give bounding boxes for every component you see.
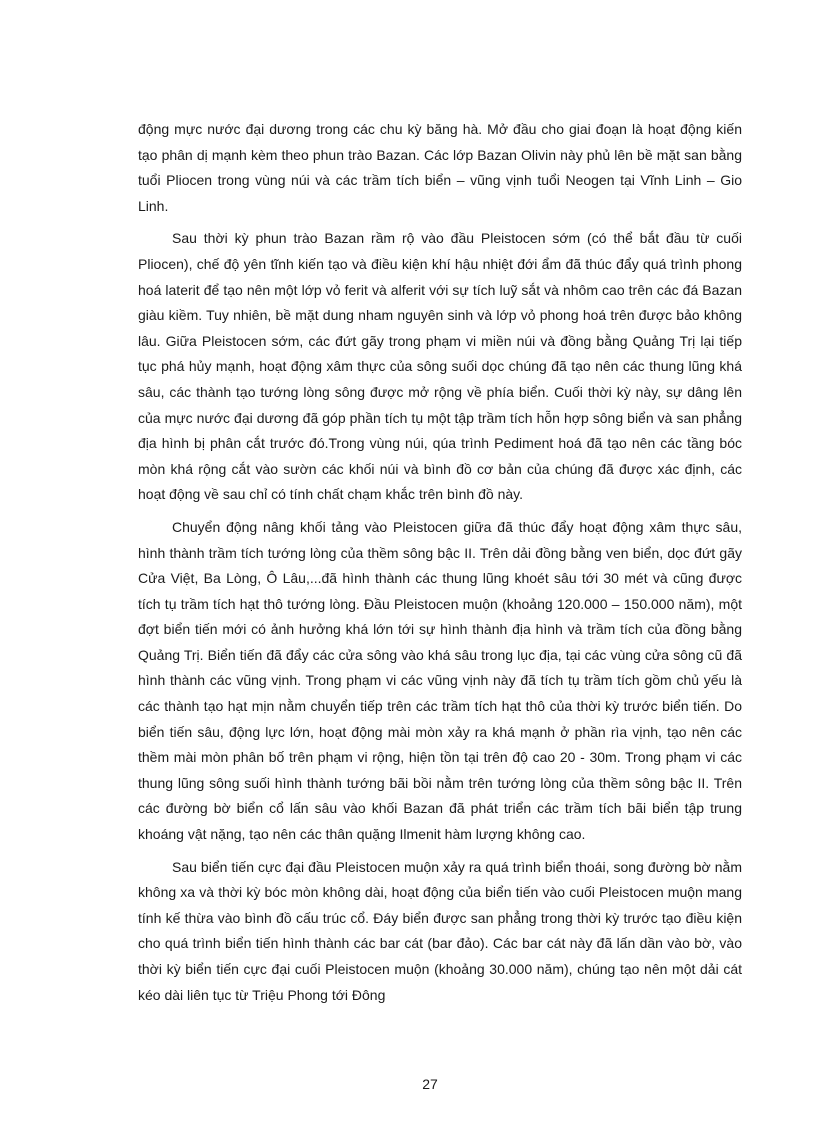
paragraph-4: Sau biển tiến cực đại đầu Pleistocen muộn xảy ra quá trình biển thoái, song đường bờ nằm không xa và thời kỳ bóc mòn không dài, hoạt động của biển tiến vào cuối Pleistocen muộn mang tính kế thừa vào bình đồ cấu trúc cổ. Đáy biển được san phẳng trong thời kỳ trước tạo điều kiện cho quá trình biển tiến hình thành các bar cát (bar đảo). Các bar cát này đã lấn dần vào bờ, vào thời kỳ biển tiến cực đại cuối Pleistocen muộn (khoảng 30.000 năm), chúng tạo nên một dải cát kéo dài liên tục từ Triệu Phong tới Đông xyxy=(138,858,742,1003)
paragraph-3: Chuyển động nâng khối tảng vào Pleistocen giữa đã thúc đẩy hoạt động xâm thực sâu, hình thành trầm tích tướng lòng của thềm sông bậc II. Trên dải đồng bằng ven biển, dọc đứt gãy Cửa Việt, Ba Lòng, Ô Lâu,...đã hình thành các thung lũng khoét sâu tới 30 mét và cũng được tích tụ trầm tích hạt thô tướng lòng. Đầu Pleistocen muộn (khoảng 120.000 – 150.000 năm), một đợt biển tiến mới có ảnh hưởng khá lớn tới sự hình thành địa hình và trầm tích của đồng bằng Quảng Trị. Biển tiến đã đẩy các cửa sông vào khá sâu trong lục địa, tại các vùng cửa sông cũ đã hình thành các vũng vịnh. Trong phạm vi các vũng vịnh này đã tích tụ trầm tích gồm chủ yếu là các thành tạo hạt mịn nằm chuyển tiếp trên các trầm tích hạt thô của thời kỳ trước biển tiến. Do biển tiến sâu, động lực lớn, hoạt động mài mòn xảy ra khá mạnh ở phần rìa vịnh, tạo nên các thềm mài mòn phân bố trên phạm vi rộng, hiện tồn tại trên độ cao 20 - 30m. Trong phạm vi các thung lũng sông suối hình thành tướng bãi bồi nằm trên tướng lòng của thềm sông bậc II. Trên các đường bờ biển cổ lấn sâu vào khối Bazan đã phát triển các trầm tích bãi biển tập trung khoáng vật nặng, tạo nên các thân quặng Ilmenit hàm lượng không cao. xyxy=(138,518,742,843)
paragraph-2: Sau thời kỳ phun trào Bazan rầm rộ vào đầu Pleistocen sớm (có thể bắt đầu từ cuối Pliocen), chế độ yên tĩnh kiến tạo và điều kiện khí hậu nhiệt đới ẩm đã thúc đẩy quá trình phong hoá laterit để tạo nên một lớp vỏ ferit và alferit với sự tích luỹ sắt và nhôm cao trên các đá Bazan giàu kiềm. Tuy nhiên, bề mặt dung nham nguyên sinh và lớp vỏ phong hoá trên được bảo không lâu. Giữa Pleistocen sớm, các đứt gãy trong phạm vi miền núi và đồng bằng Quảng Trị lại tiếp tục phá hủy mạnh, hoạt động xâm thực của sông suối dọc chúng đã tạo nên các thung lũng khá sâu, các thành tạo tướng lòng sông được mở rộng về phía biển. Cuối thời kỳ này, sự dâng lên của mực nước đại dương đã góp phần tích tụ một tập trầm tích hỗn hợp sông biển và san phẳng địa hình bị phân cắt trước đó.Trong vùng núi, qúa trình Pediment hoá đã tạo nên các tầng bóc mòn khá rộng cắt vào sườn các khối núi và bình đồ cơ bản của chúng đã được xác định, các hoạt động về sau chỉ có tính chất chạm khắc trên bình đồ này. xyxy=(138,230,742,503)
page-number: 27 xyxy=(422,1076,438,1092)
paragraph-1: động mực nước đại dương trong các chu kỳ băng hà. Mở đầu cho giai đoạn là hoạt động kiến tạo phân dị mạnh kèm theo phun trào Bazan. Các lớp Bazan Olivin này phủ lên bề mặt san bằng tuổi Pliocen trong vùng núi và các trầm tích biển – vũng vịnh tuổi Neogen tại Vĩnh Linh – Gio Linh. xyxy=(138,121,742,214)
body-text xyxy=(138,117,742,1008)
